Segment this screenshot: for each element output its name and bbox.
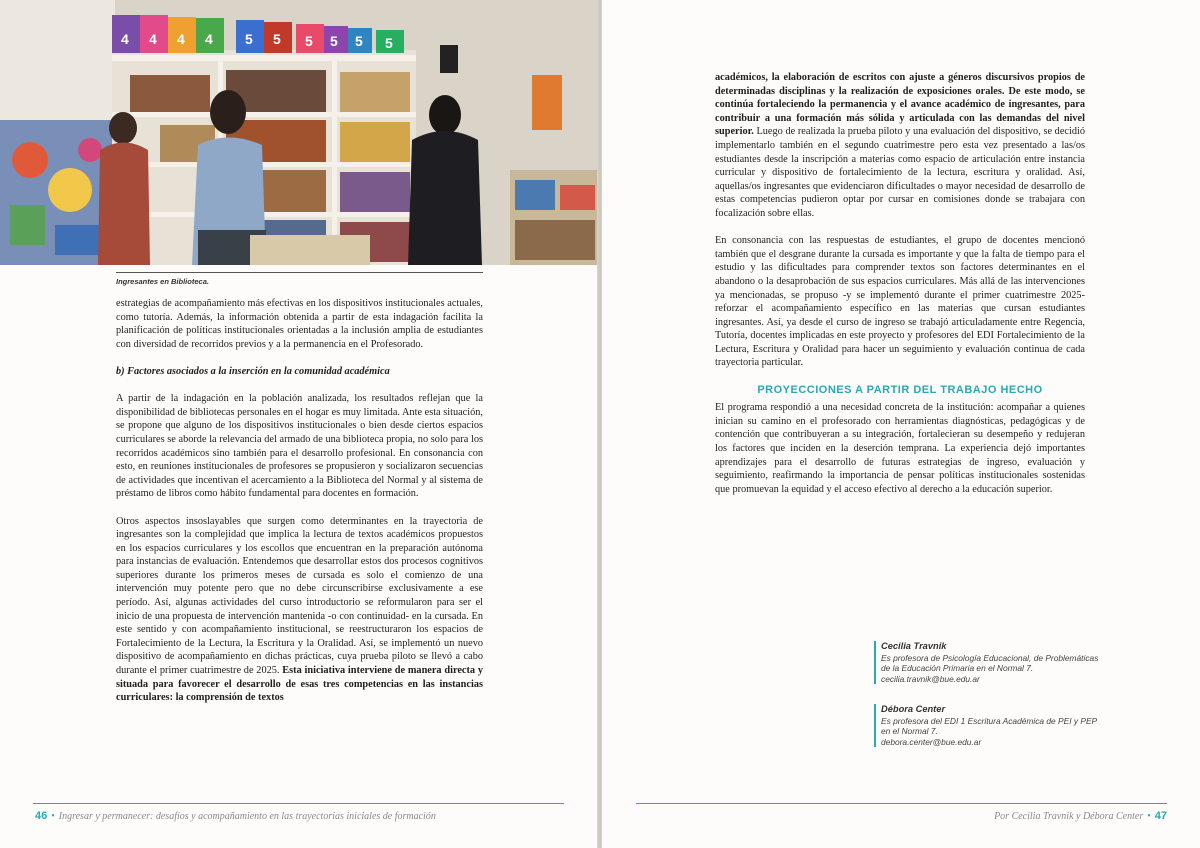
right-footer bbox=[994, 810, 1167, 822]
author-block bbox=[874, 704, 1141, 747]
section-heading: PROYECCIONES A PARTIR DEL TRABAJO HECHO bbox=[757, 383, 1043, 396]
paragraph: En consonancia con las respuestas de estudiantes, el grupo de docentes mencionó también que el desgrane durante la cursada es importante y que la falta de tiempo para el estudio y las dificultades para comprender textos son factores determinantes en el abandono o la desaprobación de sus espacios curriculares. Más allá de las intervenciones ya mencionadas, se propuso -y se implementó durante el primer cuatrimestre 2025- reforzar el acompañamiento específico en las materias que cursan estudiantes ingresantes. Así, ya desde el curso de ingreso se trabajó articuladamente entre Regencia, Tutoría, docentes implicadas en este proyecto y profesores del EDI Fortalecimiento de la Lectura, Escritura y Oralidad para hacer un seguimiento y evaluación continua de cada trayectoria particular. bbox=[715, 235, 1085, 369]
paragraph bbox=[715, 71, 1085, 221]
right-body bbox=[715, 71, 1085, 510]
library-photo bbox=[0, 0, 598, 265]
running-title: Ingresar y permanecer: desafíos y acompañamiento en las trayectorias iniciales de formación bbox=[58, 811, 436, 822]
paragraph: A partir de la indagación en la población analizada, los resultados reflejan que la disponibilidad de bibliotecas personales en el hogar es muy limitada. Ante esta situación, se propone que alguno de los dispositivos institucionales o bien desde ciertos espacios curriculares se aborde la relevancia del armado de una biblioteca propia, no solo para los recorridos académicos sino también para el desarrollo profesional. En consonancia con esto, en reuniones institucionales de profesores se propusieron y socializaron secuencias de actividades que incentivan el acercamiento a la Biblioteca del Normal y al sistema de préstamo de libros como hábito fundamental para docentes en formación. bbox=[116, 393, 483, 500]
author-bio: Es profesora del EDI 1 Escritura Académica de PEI y PEP bbox=[881, 715, 1098, 726]
author-name: Débora Center bbox=[881, 704, 946, 714]
author-bio: de la Educación Primaria en el Normal 7. bbox=[881, 663, 1034, 673]
book-number: 4 bbox=[177, 31, 185, 47]
book-number: 5 bbox=[385, 35, 393, 51]
page-number: 47 bbox=[1154, 810, 1167, 822]
book-number: 4 bbox=[205, 31, 213, 47]
book-number: 5 bbox=[245, 31, 253, 47]
book-number: 5 bbox=[273, 31, 281, 47]
page-number: 46 bbox=[35, 810, 48, 822]
running-title: Por Cecilia Travnik y Débora Center bbox=[994, 811, 1144, 822]
paragraph: El programa respondió a una necesidad concreta de la institución: acompañar a quienes inician su camino en el profesorado con herramientas diagnósticas, pedagógicas y de contención que contribuyeran a su integración, fortalecieran su desempeño y redujeran los factores que inciden en la deserción temprana. La experiencia dejó importantes aprendizajes para el desarrollo de futuras estrategias de ingreso, evaluación y seguimiento, reafirmando la importancia de pensar políticas institucionales sostenidas que promuevan la equidad y el acceso efectivo al derecho a la educación superior. bbox=[715, 402, 1085, 495]
book-number: 5 bbox=[330, 33, 338, 49]
paragraph-bold-text: Esta iniciativa interviene de manera directa y situada para favorecer el desarrollo de esas tres competencias en las instancias curriculares: la comprensión de textos bbox=[116, 665, 483, 704]
book-number: 4 bbox=[121, 31, 129, 47]
book-number: 4 bbox=[149, 31, 157, 47]
footer-rule bbox=[636, 803, 1167, 804]
author-bio: en el Normal 7. bbox=[881, 726, 938, 736]
author-email[interactable]: debora.center@bue.edu.ar bbox=[881, 736, 982, 747]
paragraph: estrategias de acompañamiento más efectivas en los dispositivos institucionales actuales, como tutoría. Además, la información obtenida a partir de esta indagación facilita la planificación de políticas institucionales orientadas a la inclusión amplia de estudiantes con diversidad de recorridos previos y a la permanencia en el Profesorado. bbox=[116, 298, 483, 350]
photo-caption: Ingresantes en Biblioteca. bbox=[116, 277, 209, 286]
paragraph-text: Otros aspectos insoslayables que surgen como determinantes en la trayectoria de ingresantes son la complejidad que implica la lectura de textos académicos propuestos en los espacios curriculares y los escollos que encuentran en la preparación autónoma para instancias de evaluación. Entendemos que desarrollar estos dos procesos cognitivos superiores durante los primeros meses de cursada es solo el comienzo de una intervención muy potente pero que no debe circunscribirse exclusivamente a ese período. Así, algunas actividades del curso introductorio se reformularon para ser el inicio de una propuesta de intervención mantenida -o con continuidad- en la cursada. En este sentido y con acompañamiento institucional, se reestructuraron los espacios de Fortalecimiento de la Lectura, la Escritura y la Oralidad. Así, se implementó un nuevo dispositivo de acompañamiento en dichas prácticas, cuya prueba piloto se llevó a cabo durante el primer cuatrimestre de 2025. bbox=[116, 515, 483, 677]
paragraph bbox=[116, 515, 483, 705]
left-body bbox=[116, 297, 483, 718]
footer-bullet: • bbox=[1147, 811, 1151, 822]
section-heading-b: b) Factores asociados a la inserción en la comunidad académica bbox=[116, 365, 390, 377]
paragraph-bold-text: académicos, la elaboración de escritos con ajuste a géneros discursivos propios de determinadas disciplinas y la realización de exposiciones orales. De este modo, se continúa fortaleciendo la permanencia y el avance académico de ingresantes, para contribuir a una formación más sólida y articulada con las demandas del nivel superior. bbox=[715, 72, 1085, 138]
author-bio: Es profesora de Psicología Educacional, de Problemáticas bbox=[881, 652, 1099, 663]
author-email[interactable]: cecilia.travnik@bue.edu.ar bbox=[881, 673, 980, 684]
library-photo-illustration bbox=[0, 0, 598, 265]
left-footer bbox=[35, 810, 436, 822]
book-number: 5 bbox=[355, 33, 363, 49]
author-name: Cecilia Travnik bbox=[881, 641, 947, 651]
author-block bbox=[874, 641, 1141, 684]
caption-rule bbox=[116, 272, 483, 273]
footer-rule bbox=[33, 803, 564, 804]
book-number: 5 bbox=[305, 33, 313, 49]
paragraph-text: Luego de realizada la prueba piloto y una evaluación del dispositivo, se decidió implementarlo también en el segundo cuatrimestre pero esta vez presentado a las/os estudiantes desde la inscripción a materias como espacio de articulación entre instancia curricular y dispositivo de fortalecimiento de la lectura, escritura y oralidad. Así, aquellas/os ingresantes que evidenciaron dificultades o mayor necesidad de desarrollo de estas competencias pudieron optar por cursar en comisiones donde se trabajara con focalización sobre ellas. bbox=[715, 126, 1085, 219]
right-page bbox=[602, 0, 1200, 848]
footer-bullet: • bbox=[51, 811, 55, 822]
left-page bbox=[0, 0, 598, 848]
